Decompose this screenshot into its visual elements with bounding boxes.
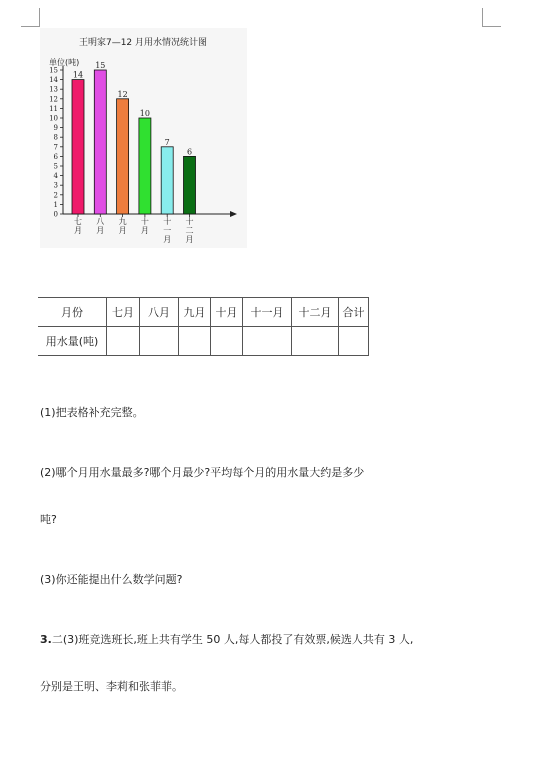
chart-title: 王明家7—12 月用水情况统计图 [78,38,208,48]
x-category-label: 八 [96,217,105,226]
y-axis-label: 单位(吨) [49,58,80,67]
table-header-cell: 八月 [140,298,179,327]
y-tick-label: 14 [49,76,58,85]
y-tick-label: 6 [53,152,58,161]
x-category-label: 月 [140,226,149,235]
x-category-label: 二 [185,226,194,235]
bar-value-label: 7 [164,137,170,147]
table-header-cell: 十月 [211,298,243,327]
y-tick-label: 1 [53,200,58,209]
table-header-cell: 月份 [38,298,107,327]
question-2-line-1: (2)哪个月用水量最多?哪个月最少?平均每个月的用水量大约是多少 [40,466,365,479]
x-category-label: 月 [163,235,172,244]
x-category-label: 十 [185,217,194,226]
y-tick-label: 12 [49,95,58,104]
question-3: (3)你还能提出什么数学问题? [40,573,183,586]
table-header-cell: 十一月 [243,298,292,327]
page-corner-mark-top-right [482,8,501,27]
table-cell-blank [179,327,211,356]
problem-3-text: 二(3)班竞选班长,班上共有学生 50 人,每人都投了有效票,候选人共有 3 人, [51,633,414,646]
bar [139,118,151,214]
x-category-label: 月 [96,226,105,235]
question-2-line-2: 吨? [40,513,57,526]
water-usage-table [38,297,369,356]
table-cell-blank [211,327,243,356]
bar-value-label: 12 [117,89,128,99]
x-category-label: 月 [74,226,82,235]
x-axis-arrow [230,211,237,217]
bar [161,147,173,214]
bar-value-label: 15 [95,61,106,70]
x-category-label: 月 [118,226,127,235]
y-tick-label: 10 [49,114,58,123]
bar-value-label: 6 [186,147,193,157]
problem-3-line-1 [40,631,413,647]
table-cell-blank [292,327,339,356]
y-tick-label: 7 [53,143,58,152]
x-category-label: 十 [163,217,172,226]
x-category-label: 一 [163,226,172,235]
question-1: (1)把表格补充完整。 [40,406,144,419]
bar-chart-svg [40,28,247,248]
bar [117,99,129,214]
x-category-label: 七 [74,217,82,226]
bar-value-label: 14 [72,70,84,80]
water-usage-chart [40,28,247,248]
x-category-label: 月 [185,235,194,244]
y-tick-label: 11 [49,104,58,113]
y-tick-label: 9 [53,124,58,133]
table-header-row [38,298,369,327]
y-tick-label: 4 [53,172,58,181]
y-tick-label: 0 [53,210,58,219]
x-category-label: 十 [140,217,149,226]
bar [184,156,196,214]
y-tick-label: 2 [53,191,58,200]
table-cell-blank [107,327,140,356]
bar-value-label: 10 [139,109,150,118]
table-header-cell: 十二月 [292,298,339,327]
table-header-cell: 九月 [179,298,211,327]
y-tick-label: 15 [49,66,58,75]
problem-3-number: 3. [40,633,52,646]
table-row [38,327,369,356]
table-cell-blank [243,327,292,356]
page-corner-mark-top-left [21,8,40,27]
problem-3-line-2: 分别是王明、李莉和张菲菲。 [40,680,183,693]
y-tick-label: 13 [49,85,58,94]
table-header-cell: 七月 [107,298,140,327]
table-cell-blank [339,327,369,356]
y-tick-label: 5 [53,162,58,171]
y-tick-label: 3 [53,181,58,190]
table-cell-blank [140,327,179,356]
x-category-label: 九 [118,217,127,226]
table-header-cell: 合计 [339,298,369,327]
bar [94,70,106,214]
table-row-label: 用水量(吨) [38,327,107,356]
bar [72,80,84,214]
y-tick-label: 8 [53,133,58,142]
